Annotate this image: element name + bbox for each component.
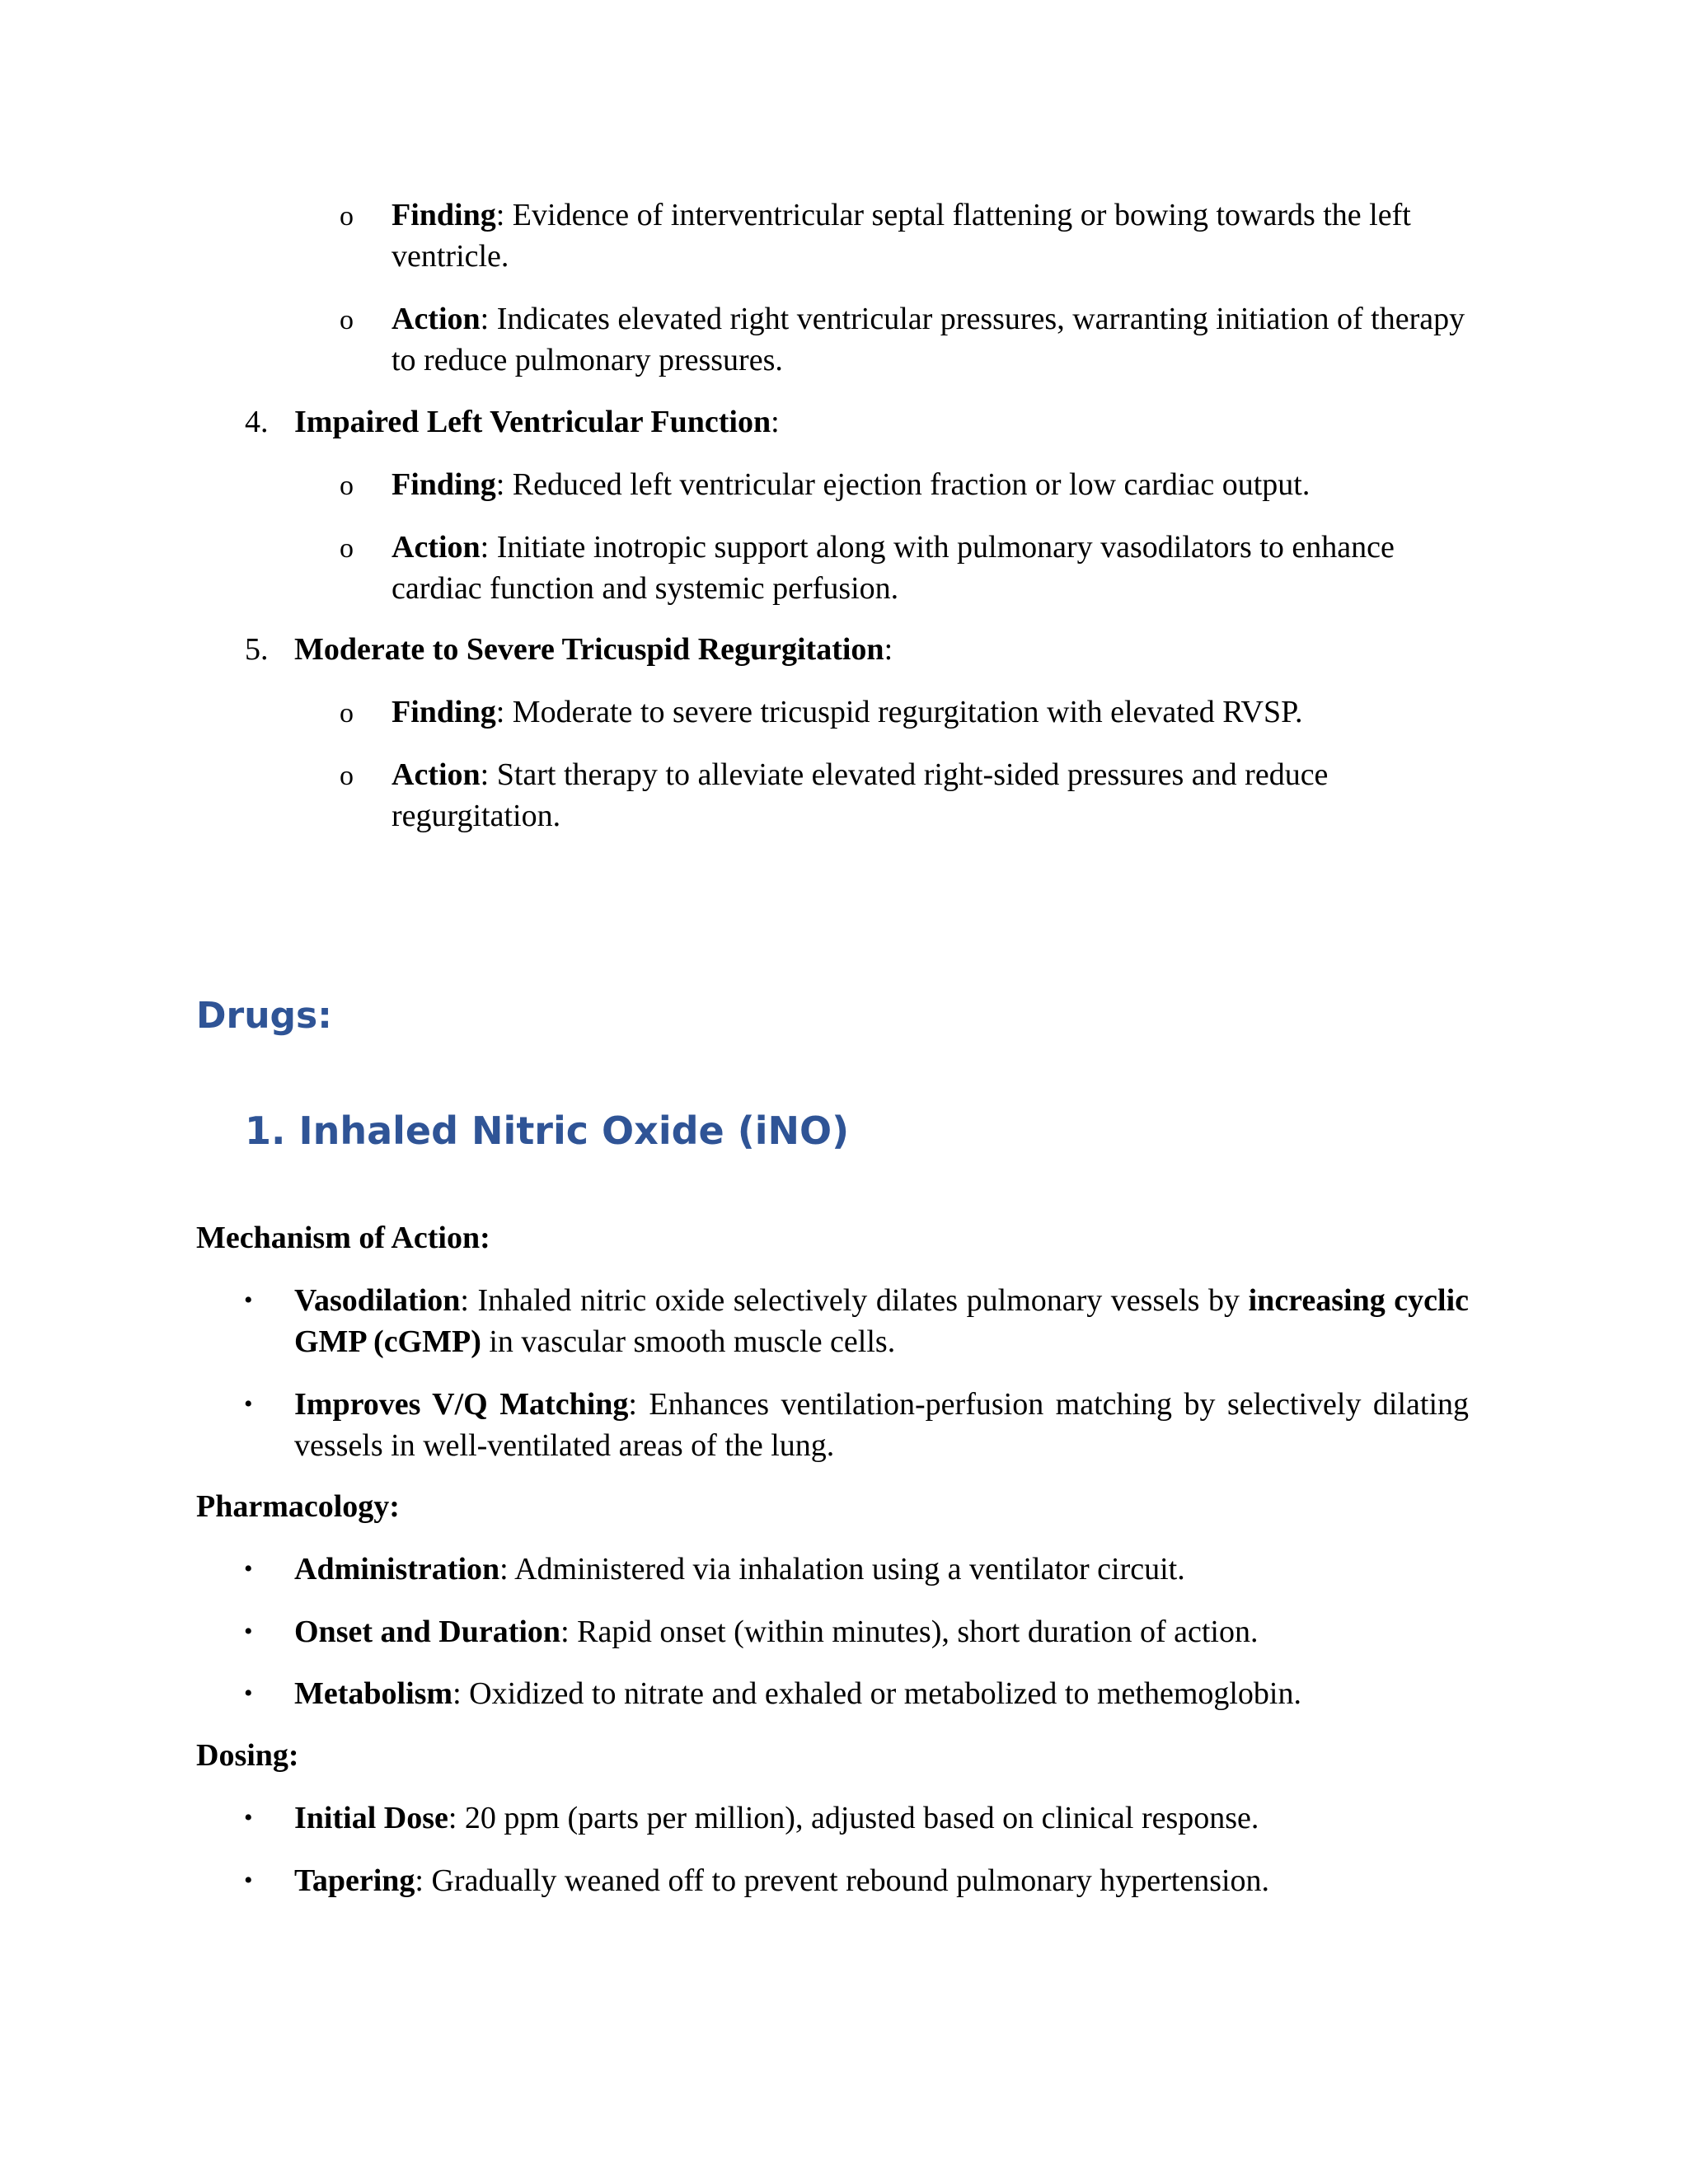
action-inotropic-support: Action: Initiate inotropic support along with pulmonary vasodilators to enhance cardiac function and systemic perfusion. (392, 530, 1395, 606)
action-term: Action (392, 302, 481, 336)
sub-bullet: o (340, 471, 354, 501)
action-term: Action (392, 757, 481, 792)
mechanism-of-action-label: Mechanism of Action: (196, 1221, 490, 1255)
action-text: Initiate inotropic support along with pulmonary vasodilators to enhance cardiac function and systemic perfusion. (392, 530, 1395, 606)
action-text: Start therapy to alleviate elevated right-sided pressures and reduce regurgitation. (392, 757, 1329, 833)
sub-bullet: o (340, 761, 354, 791)
sub-bullet: o (340, 201, 354, 232)
item-title: Moderate to Severe Tricuspid Regurgitation (294, 632, 884, 667)
finding-term: Finding (392, 695, 496, 729)
pharmacology-administration: Administration: Administered via inhalation using a ventilator circuit. (294, 1552, 1185, 1586)
onset-duration-term: Onset and Duration (294, 1615, 561, 1649)
item-tricuspid-regurgitation: Moderate to Severe Tricuspid Regurgitation: (294, 632, 893, 667)
item-impaired-lv-function: Impaired Left Ventricular Function: (294, 405, 780, 439)
list-number-5: 5. (245, 632, 269, 667)
action-text: Indicates elevated right ventricular pressures, warranting initiation of therapy to reduce pulmonary pressures. (392, 302, 1465, 377)
action-elevated-rv-pressures: Action: Indicates elevated right ventricular pressures, warranting initiation of therapy to reduce pulmonary pressures. (392, 302, 1465, 377)
item-title: Impaired Left Ventricular Function (294, 405, 771, 439)
action-term: Action (392, 530, 481, 565)
drug-title-inhaled-nitric-oxide: 1. Inhaled Nitric Oxide (iNO) (245, 1108, 850, 1153)
bullet-dot: • (244, 1390, 253, 1418)
list-number-4: 4. (245, 405, 269, 439)
administration-term: Administration (294, 1552, 500, 1586)
action-alleviate-pressures: Action: Start therapy to alleviate elevated right-sided pressures and reduce regurgitation. (392, 757, 1329, 833)
vasodilation-term: Vasodilation (294, 1283, 461, 1318)
finding-text: Evidence of interventricular septal flattening or bowing towards the left ventricle. (392, 198, 1411, 274)
dosing-tapering: Tapering: Gradually weaned off to prevent rebound pulmonary hypertension. (294, 1863, 1270, 1898)
initial-dose-term: Initial Dose (294, 1801, 448, 1835)
finding-term: Finding (392, 467, 496, 502)
finding-text: Moderate to severe tricuspid regurgitation with elevated RVSP. (504, 695, 1303, 729)
bullet-dot: • (244, 1618, 253, 1645)
pharmacology-metabolism: Metabolism: Oxidized to nitrate and exhaled or metabolized to methemoglobin. (294, 1676, 1301, 1711)
dosing-initial-dose: Initial Dose: 20 ppm (parts per million), adjusted based on clinical response. (294, 1801, 1259, 1835)
metabolism-term: Metabolism (294, 1676, 453, 1711)
bullet-dot: • (244, 1555, 253, 1582)
mechanism-vasodilation: Vasodilation: Inhaled nitric oxide selectively dilates pulmonary vessels by increasing cyclic GMP (cGMP) in vascular smooth muscle cells. (294, 1283, 1469, 1359)
cgmp-phrase: increasing cyclic GMP (cGMP) (294, 1283, 1469, 1359)
pharmacology-label: Pharmacology: (196, 1489, 400, 1524)
bullet-dot: • (244, 1286, 253, 1314)
finding-septal-flattening: Finding: Evidence of interventricular septal flattening or bowing towards the left ventricle. (392, 198, 1411, 274)
mechanism-vq-matching: Improves V/Q Matching: Enhances ventilation-perfusion matching by selectively dilating vessels in well-ventilated areas of the lung. (294, 1387, 1470, 1463)
tapering-term: Tapering (294, 1863, 415, 1898)
sub-bullet: o (340, 698, 354, 729)
finding-text: Reduced left ventricular ejection fraction or low cardiac output. (504, 467, 1311, 502)
bullet-dot: • (244, 1867, 253, 1894)
bullet-dot: • (244, 1804, 253, 1831)
sub-bullet: o (340, 533, 354, 564)
dosing-label: Dosing: (196, 1738, 299, 1773)
finding-term: Finding (392, 198, 496, 232)
bullet-dot: • (244, 1680, 253, 1707)
sub-bullet: o (340, 305, 354, 335)
vq-term: Improves V/Q Matching (294, 1387, 629, 1422)
finding-reduced-lvef: Finding: Reduced left ventricular ejection fraction or low cardiac output. (392, 467, 1311, 502)
drugs-heading: Drugs: (196, 995, 332, 1037)
pharmacology-onset-duration: Onset and Duration: Rapid onset (within minutes), short duration of action. (294, 1615, 1259, 1649)
finding-tricuspid-rvsp: Finding: Moderate to severe tricuspid regurgitation with elevated RVSP. (392, 695, 1303, 729)
